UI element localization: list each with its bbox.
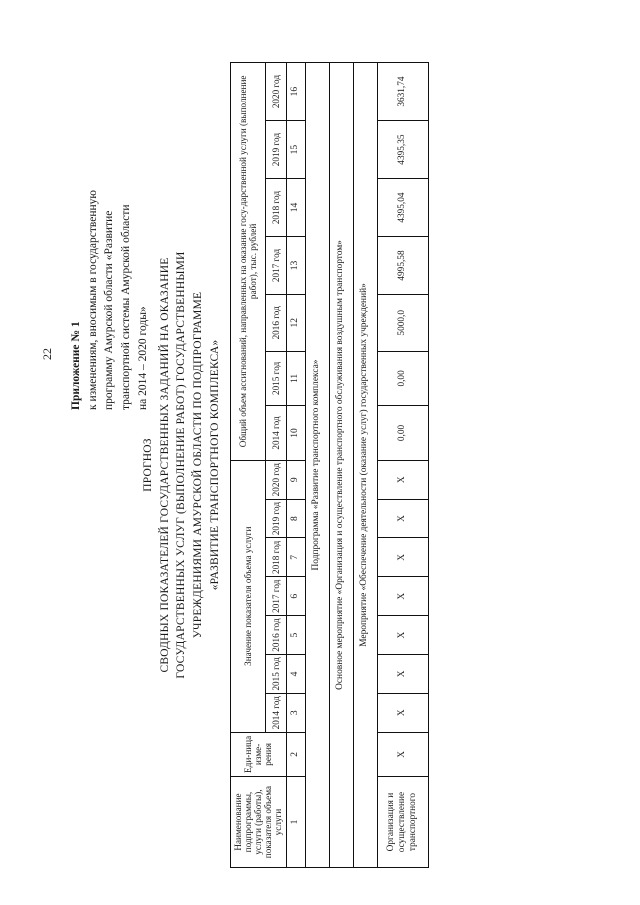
row-volume-2019: Х <box>377 499 428 538</box>
colnum-11: 11 <box>286 351 305 406</box>
section-row-subprogram <box>305 63 329 868</box>
colnum-6: 6 <box>286 577 305 616</box>
row-finance-2015: 0,00 <box>377 351 428 406</box>
section-label-subprogram: Подпрограмма «Развитие транспортного комплекса» <box>305 63 329 868</box>
section-row-main-activity <box>329 63 353 868</box>
row-finance-2014: 0,00 <box>377 406 428 461</box>
colnum-2: 2 <box>286 732 305 776</box>
row-volume-2017: Х <box>377 577 428 616</box>
header-volume-year-2016: 2016 год <box>265 616 286 655</box>
colnum-12: 12 <box>286 294 305 351</box>
row-volume-2020: Х <box>377 460 428 499</box>
colnum-16: 16 <box>286 63 305 121</box>
colnum-3: 3 <box>286 693 305 732</box>
document-title <box>140 50 223 880</box>
title-line-2: ГОСУДАРСТВЕННЫХ УСЛУГ (ВЫПОЛНЕНИЕ РАБОТ) ГОСУДАРСТВЕННЫМИ <box>175 251 188 679</box>
header-finance-year-2016: 2016 год <box>265 294 286 351</box>
header-volume-year-2018: 2018 год <box>265 538 286 577</box>
header-volume-year-2014: 2014 год <box>265 693 286 732</box>
page-number: 22 <box>40 348 54 360</box>
title-line-0: ПРОГНОЗ <box>142 438 154 492</box>
row-finance-2016: 5000,0 <box>377 294 428 351</box>
row-volume-2018: Х <box>377 538 428 577</box>
header-finance-year-2015: 2015 год <box>265 351 286 406</box>
appendix-line-0: Приложение № 1 <box>70 321 82 410</box>
prognosis-table <box>230 62 429 868</box>
row-finance-2020: 3631,74 <box>377 63 428 121</box>
landscape-content <box>62 50 582 880</box>
section-label-main-activity: Основное мероприятие «Организация и осуществление транспортного обслуживания воздушным транспортом» <box>329 63 353 868</box>
header-unit: Еди-ница изме-рения <box>231 732 287 776</box>
header-finance-year-2019: 2019 год <box>265 121 286 179</box>
header-finance-group: Общий объем ассигнований, направленных на оказание госу-дарственной услуги (выполнение работ), тыс. рублей <box>231 63 266 461</box>
section-row-measure <box>353 63 377 868</box>
appendix-line-3: транспортной системы Амурской области <box>120 204 133 410</box>
colnum-1: 1 <box>286 777 305 868</box>
header-volume-year-2017: 2017 год <box>265 577 286 616</box>
appendix-line-2: программу Амурской области «Развитие <box>103 210 116 410</box>
title-line-4: «РАЗВИТИЕ ТРАНСПОРТНОГО КОМПЛЕКСА» <box>208 339 221 591</box>
title-line-1: СВОДНЫХ ПОКАЗАТЕЛЕЙ ГОСУДАРСТВЕННЫХ ЗАДАНИЙ НА ОКАЗАНИЕ <box>158 257 171 673</box>
header-volume-year-2020: 2020 год <box>265 460 286 499</box>
row-finance-2018: 4395,04 <box>377 179 428 237</box>
colnum-14: 14 <box>286 179 305 237</box>
header-volume-year-2015: 2015 год <box>265 655 286 694</box>
colnum-8: 8 <box>286 499 305 538</box>
colnum-10: 10 <box>286 406 305 461</box>
colnum-7: 7 <box>286 538 305 577</box>
colnum-4: 4 <box>286 655 305 694</box>
row-finance-2019: 4395,35 <box>377 121 428 179</box>
column-numbering-row <box>286 63 305 868</box>
section-label-measure: Мероприятие «Обеспечение деятельности (оказание услуг) государственных учреждений» <box>353 63 377 868</box>
header-finance-year-2018: 2018 год <box>265 179 286 237</box>
row-unit: Х <box>377 732 428 776</box>
row-volume-2016: Х <box>377 616 428 655</box>
appendix-line-4: на 2014 – 2020 годы» <box>136 306 149 410</box>
header-name: Наименование подпрограммы, услуги (работы), показателя объема услуги <box>231 777 287 868</box>
header-finance-year-2020: 2020 год <box>265 63 286 121</box>
appendix-block <box>68 70 151 410</box>
appendix-line-1: к изменениям, вносимым в государственную <box>86 190 99 410</box>
colnum-9: 9 <box>286 460 305 499</box>
row-volume-2014: Х <box>377 693 428 732</box>
header-finance-year-2014: 2014 год <box>265 406 286 461</box>
header-finance-year-2017: 2017 год <box>265 237 286 295</box>
row-volume-2015: Х <box>377 655 428 694</box>
header-volume-group: Значение показателя объема услуги <box>231 460 266 732</box>
table-row <box>377 63 428 868</box>
colnum-13: 13 <box>286 237 305 295</box>
title-line-3: УЧРЕЖДЕНИЯМИ АМУРСКОЙ ОБЛАСТИ ПО ПОДПРОГРАММЕ <box>192 291 205 639</box>
row-finance-2017: 4995,58 <box>377 237 428 295</box>
header-volume-year-2019: 2019 год <box>265 499 286 538</box>
row-name: Организация и осуществление транспортного <box>377 777 428 868</box>
colnum-15: 15 <box>286 121 305 179</box>
colnum-5: 5 <box>286 616 305 655</box>
